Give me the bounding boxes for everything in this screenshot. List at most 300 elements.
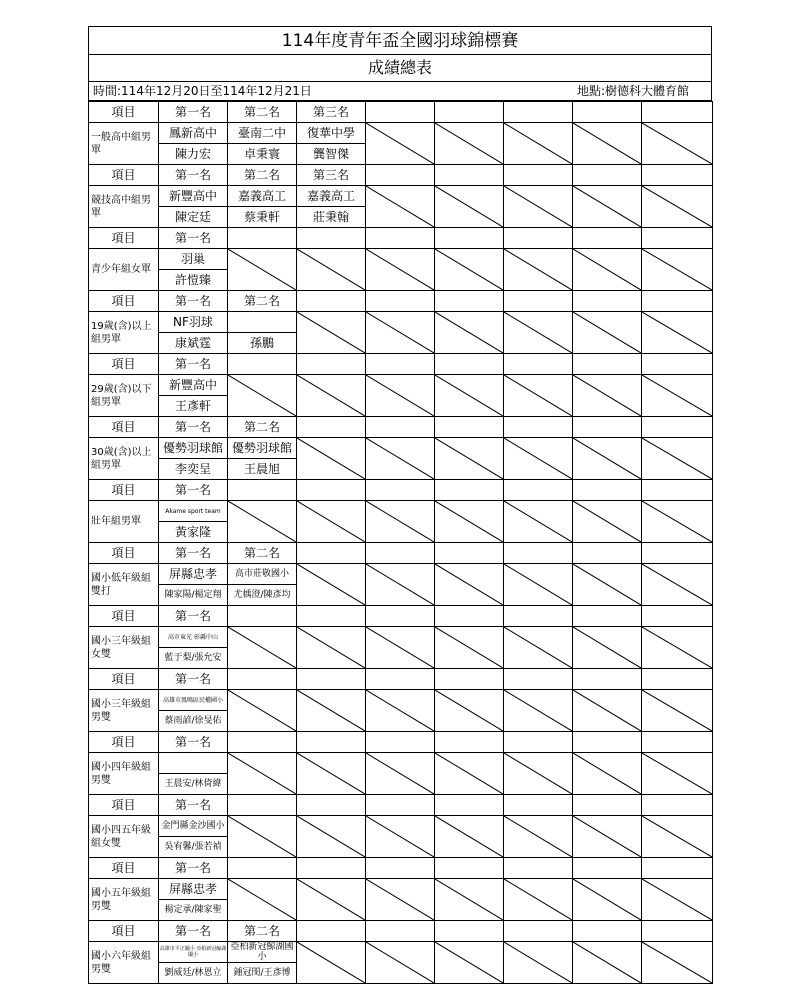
- empty-slashed-cell: [504, 690, 573, 732]
- empty-slashed-cell: [435, 627, 504, 669]
- empty-slashed-cell: [297, 501, 366, 543]
- empty-header-cell: [573, 291, 642, 312]
- empty-header-cell: [435, 921, 504, 942]
- empty-slashed-cell: [297, 942, 366, 984]
- event-header-row: [89, 228, 713, 249]
- empty-header-cell: [504, 606, 573, 627]
- empty-slashed-cell: [366, 879, 435, 921]
- rank-header-second: 第二名: [228, 102, 297, 123]
- diagonal-strike: [573, 186, 641, 227]
- empty-slashed-cell: [573, 312, 642, 354]
- empty-header-cell: [435, 858, 504, 879]
- winner-team: 高市東光 彰縣中山: [159, 627, 228, 648]
- empty-header-cell: [435, 228, 504, 249]
- diagonal-strike: [366, 312, 434, 353]
- empty-header-cell: [504, 732, 573, 753]
- empty-slashed-cell: [504, 438, 573, 480]
- winner-team: 高市莊敬國小: [228, 564, 297, 585]
- winner-team: 臺南二中: [228, 123, 297, 144]
- empty-header-cell: [573, 480, 642, 501]
- diagonal-strike: [297, 312, 365, 353]
- empty-slashed-cell: [573, 249, 642, 291]
- venue-text: 地點:樹德科大體育館: [576, 84, 689, 98]
- empty-slashed-cell: [573, 375, 642, 417]
- empty-slashed-cell: [504, 249, 573, 291]
- empty-header-cell: [642, 165, 713, 186]
- empty-header-cell: [642, 480, 713, 501]
- empty-header-cell: [573, 228, 642, 249]
- diagonal-strike: [504, 690, 572, 731]
- empty-slashed-cell: [435, 564, 504, 606]
- empty-slashed-cell: [573, 438, 642, 480]
- event-team-row: [89, 753, 713, 774]
- diagonal-strike: [573, 375, 641, 416]
- event-name: 壯年組男單: [89, 501, 159, 543]
- diagonal-strike: [504, 753, 572, 794]
- diagonal-strike: [642, 186, 712, 227]
- winner-player: 陳家陽/楊定翔: [159, 585, 228, 606]
- item-label: 項目: [89, 417, 159, 438]
- rank-header-first: 第一名: [159, 165, 228, 186]
- winner-player: 龔智傑: [297, 144, 366, 165]
- diagonal-strike: [435, 249, 503, 290]
- winner-team: 屏縣忠孝: [159, 879, 228, 900]
- event-team-row: [89, 501, 713, 522]
- empty-slashed-cell: [642, 879, 713, 921]
- empty-slashed-cell: [228, 879, 297, 921]
- empty-slashed-cell: [504, 942, 573, 984]
- winner-team: 羽巢: [159, 249, 228, 270]
- empty-header-cell: [642, 228, 713, 249]
- empty-slashed-cell: [297, 690, 366, 732]
- winner-player: 康斌霆: [159, 333, 228, 354]
- diagonal-strike: [228, 627, 296, 668]
- empty-header-cell: [573, 543, 642, 564]
- empty-header-cell: [504, 354, 573, 375]
- diagonal-strike: [642, 942, 712, 983]
- empty-header-cell: [504, 165, 573, 186]
- winner-player: 王晨安/林倚緯: [159, 774, 228, 795]
- diagonal-strike: [642, 879, 712, 920]
- results-table: [88, 101, 713, 984]
- empty-slashed-cell: [366, 690, 435, 732]
- diagonal-strike: [228, 375, 296, 416]
- empty-slashed-cell: [366, 627, 435, 669]
- diagonal-strike: [297, 816, 365, 857]
- empty-header-cell: [435, 165, 504, 186]
- event-team-row: [89, 627, 713, 648]
- event-name: 青少年組女單: [89, 249, 159, 291]
- diagonal-strike: [642, 690, 712, 731]
- empty-header-cell: [366, 543, 435, 564]
- empty-header-cell: [573, 165, 642, 186]
- empty-header-cell: [435, 354, 504, 375]
- winner-team: 高雄市鳳鳴區民權國小: [159, 690, 228, 711]
- empty-header-cell: [366, 354, 435, 375]
- empty-header-cell: [297, 921, 366, 942]
- empty-header-cell: [228, 228, 297, 249]
- diagonal-strike: [642, 375, 712, 416]
- rank-header-second: 第二名: [228, 543, 297, 564]
- winner-team: 復華中學: [297, 123, 366, 144]
- event-team-row: [89, 249, 713, 270]
- event-header-row: [89, 165, 713, 186]
- diagonal-strike: [573, 879, 641, 920]
- empty-header-cell: [435, 417, 504, 438]
- winner-team: 鳳新高中: [159, 123, 228, 144]
- rank-header-second: 第二名: [228, 165, 297, 186]
- winner-team: 優勢羽球館: [159, 438, 228, 459]
- empty-slashed-cell: [435, 123, 504, 165]
- diagonal-strike: [642, 249, 712, 290]
- winner-player: 陳力宏: [159, 144, 228, 165]
- empty-header-cell: [573, 669, 642, 690]
- rank-header-second: 第二名: [228, 417, 297, 438]
- empty-header-cell: [366, 606, 435, 627]
- diagonal-strike: [366, 564, 434, 605]
- empty-header-cell: [366, 228, 435, 249]
- item-label: 項目: [89, 543, 159, 564]
- diagonal-strike: [435, 375, 503, 416]
- diagonal-strike: [642, 627, 712, 668]
- diagonal-strike: [228, 501, 296, 542]
- empty-slashed-cell: [642, 438, 713, 480]
- empty-slashed-cell: [435, 816, 504, 858]
- diagonal-strike: [435, 438, 503, 479]
- diagonal-strike: [366, 879, 434, 920]
- empty-header-cell: [228, 858, 297, 879]
- event-header-row: [89, 921, 713, 942]
- empty-slashed-cell: [435, 186, 504, 228]
- winner-player: 孫鵬: [228, 333, 297, 354]
- empty-slashed-cell: [228, 375, 297, 417]
- empty-header-cell: [297, 228, 366, 249]
- empty-header-cell: [228, 732, 297, 753]
- diagonal-strike: [297, 627, 365, 668]
- diagonal-strike: [573, 816, 641, 857]
- empty-header-cell: [366, 417, 435, 438]
- diagonal-strike: [573, 123, 641, 164]
- empty-header-cell: [642, 606, 713, 627]
- event-team-row: [89, 690, 713, 711]
- rank-header-first: 第一名: [159, 291, 228, 312]
- diagonal-strike: [297, 564, 365, 605]
- diagonal-strike: [297, 249, 365, 290]
- diagonal-strike: [435, 312, 503, 353]
- empty-slashed-cell: [435, 375, 504, 417]
- item-label: 項目: [89, 291, 159, 312]
- diagonal-strike: [504, 438, 572, 479]
- empty-slashed-cell: [504, 753, 573, 795]
- diagonal-strike: [573, 690, 641, 731]
- empty-header-cell: [642, 354, 713, 375]
- winner-player: 李奕呈: [159, 459, 228, 480]
- empty-slashed-cell: [642, 564, 713, 606]
- winner-player: 蔡雨諺/徐旻佑: [159, 711, 228, 732]
- page-title: 114年度青年盃全國羽球錦標賽: [88, 26, 712, 55]
- rank-header-first: 第一名: [159, 606, 228, 627]
- empty-slashed-cell: [366, 942, 435, 984]
- event-name: 國小低年級組雙打: [89, 564, 159, 606]
- winner-team: 優勢羽球館: [228, 438, 297, 459]
- winner-player: 鍾冠閔/王彥博: [228, 963, 297, 984]
- winner-player: 尤楀澄/陳彥均: [228, 585, 297, 606]
- empty-slashed-cell: [366, 816, 435, 858]
- diagonal-strike: [228, 879, 296, 920]
- empty-header-cell: [366, 795, 435, 816]
- empty-slashed-cell: [297, 249, 366, 291]
- winner-player: 王彥軒: [159, 396, 228, 417]
- event-header-row: [89, 417, 713, 438]
- empty-header-cell: [297, 291, 366, 312]
- results-sheet: [88, 26, 712, 984]
- empty-slashed-cell: [297, 879, 366, 921]
- empty-header-cell: [228, 669, 297, 690]
- diagonal-strike: [366, 375, 434, 416]
- diagonal-strike: [228, 753, 296, 794]
- diagonal-strike: [504, 375, 572, 416]
- empty-slashed-cell: [573, 627, 642, 669]
- diagonal-strike: [297, 438, 365, 479]
- empty-slashed-cell: [504, 186, 573, 228]
- diagonal-strike: [297, 690, 365, 731]
- empty-header-cell: [366, 858, 435, 879]
- empty-slashed-cell: [228, 690, 297, 732]
- diagonal-strike: [642, 501, 712, 542]
- item-label: 項目: [89, 669, 159, 690]
- rank-header-third: 第三名: [297, 165, 366, 186]
- empty-header-cell: [573, 795, 642, 816]
- event-team-row: [89, 186, 713, 207]
- empty-slashed-cell: [573, 501, 642, 543]
- empty-slashed-cell: [435, 690, 504, 732]
- diagonal-strike: [228, 690, 296, 731]
- empty-header-cell: [573, 354, 642, 375]
- diagonal-strike: [366, 690, 434, 731]
- event-team-row: [89, 375, 713, 396]
- diagonal-strike: [366, 438, 434, 479]
- event-name: 國小五年級組男雙: [89, 879, 159, 921]
- diagonal-strike: [504, 123, 572, 164]
- empty-slashed-cell: [297, 753, 366, 795]
- rank-header-first: 第一名: [159, 858, 228, 879]
- event-name: 國小四五年級組女雙: [89, 816, 159, 858]
- empty-slashed-cell: [642, 753, 713, 795]
- empty-slashed-cell: [642, 816, 713, 858]
- empty-header-cell: [504, 543, 573, 564]
- empty-slashed-cell: [573, 123, 642, 165]
- diagonal-strike: [642, 123, 712, 164]
- item-label: 項目: [89, 480, 159, 501]
- empty-slashed-cell: [573, 753, 642, 795]
- empty-slashed-cell: [366, 123, 435, 165]
- empty-slashed-cell: [297, 564, 366, 606]
- empty-header-cell: [435, 795, 504, 816]
- item-label: 項目: [89, 732, 159, 753]
- rank-header-first: 第一名: [159, 795, 228, 816]
- empty-header-cell: [642, 795, 713, 816]
- diagonal-strike: [366, 942, 434, 983]
- empty-header-cell: [297, 669, 366, 690]
- diagonal-strike: [297, 753, 365, 794]
- empty-header-cell: [642, 102, 713, 123]
- winner-team: 亞柏新冠鯨湖國小: [228, 942, 297, 963]
- event-name: 國小六年級組男雙: [89, 942, 159, 984]
- item-label: 項目: [89, 921, 159, 942]
- event-team-row: [89, 438, 713, 459]
- empty-slashed-cell: [366, 564, 435, 606]
- diagonal-strike: [366, 249, 434, 290]
- rank-header-first: 第一名: [159, 480, 228, 501]
- winner-team: 嘉義高工: [228, 186, 297, 207]
- page-subtitle: 成績總表: [88, 55, 712, 82]
- diagonal-strike: [573, 501, 641, 542]
- item-label: 項目: [89, 606, 159, 627]
- event-header-row: [89, 102, 713, 123]
- meta-row: [88, 82, 712, 101]
- empty-slashed-cell: [228, 249, 297, 291]
- empty-header-cell: [642, 858, 713, 879]
- empty-slashed-cell: [435, 312, 504, 354]
- empty-header-cell: [642, 921, 713, 942]
- winner-team: 高雄市平正國小 亞柏新冠鯨湖國小: [159, 942, 228, 963]
- diagonal-strike: [504, 564, 572, 605]
- empty-header-cell: [366, 921, 435, 942]
- event-name: 30歲(含)以上組男單: [89, 438, 159, 480]
- item-label: 項目: [89, 795, 159, 816]
- winner-team: 屏縣忠孝: [159, 564, 228, 585]
- item-label: 項目: [89, 165, 159, 186]
- empty-header-cell: [504, 480, 573, 501]
- empty-header-cell: [435, 732, 504, 753]
- empty-slashed-cell: [435, 249, 504, 291]
- event-team-row: [89, 879, 713, 900]
- empty-header-cell: [573, 606, 642, 627]
- winner-team: 嘉義高工: [297, 186, 366, 207]
- winner-team: 新豐高中: [159, 186, 228, 207]
- empty-slashed-cell: [573, 186, 642, 228]
- empty-slashed-cell: [435, 501, 504, 543]
- winner-player: 許愷臻: [159, 270, 228, 291]
- empty-slashed-cell: [573, 564, 642, 606]
- empty-slashed-cell: [366, 249, 435, 291]
- diagonal-strike: [642, 564, 712, 605]
- empty-header-cell: [573, 858, 642, 879]
- empty-header-cell: [297, 795, 366, 816]
- diagonal-strike: [504, 816, 572, 857]
- diagonal-strike: [504, 186, 572, 227]
- empty-slashed-cell: [435, 879, 504, 921]
- empty-header-cell: [504, 669, 573, 690]
- event-team-row: [89, 123, 713, 144]
- empty-header-cell: [366, 291, 435, 312]
- empty-slashed-cell: [366, 438, 435, 480]
- winner-player: 卓秉寰: [228, 144, 297, 165]
- empty-slashed-cell: [435, 753, 504, 795]
- empty-slashed-cell: [504, 501, 573, 543]
- empty-slashed-cell: [504, 564, 573, 606]
- rank-header-first: 第一名: [159, 417, 228, 438]
- diagonal-strike: [435, 501, 503, 542]
- empty-header-cell: [366, 102, 435, 123]
- diagonal-strike: [642, 438, 712, 479]
- winner-team: [159, 753, 228, 774]
- empty-header-cell: [573, 921, 642, 942]
- empty-header-cell: [366, 480, 435, 501]
- empty-slashed-cell: [297, 438, 366, 480]
- event-header-row: [89, 543, 713, 564]
- diagonal-strike: [573, 564, 641, 605]
- diagonal-strike: [297, 375, 365, 416]
- empty-slashed-cell: [366, 375, 435, 417]
- empty-slashed-cell: [435, 438, 504, 480]
- diagonal-strike: [642, 312, 712, 353]
- empty-slashed-cell: [228, 627, 297, 669]
- event-header-row: [89, 669, 713, 690]
- diagonal-strike: [504, 312, 572, 353]
- empty-slashed-cell: [573, 816, 642, 858]
- empty-header-cell: [573, 417, 642, 438]
- winner-player: 王晨旭: [228, 459, 297, 480]
- event-header-row: [89, 858, 713, 879]
- winner-player: 吳宥馨/張若禎: [159, 837, 228, 858]
- item-label: 項目: [89, 858, 159, 879]
- diagonal-strike: [228, 816, 296, 857]
- empty-slashed-cell: [642, 627, 713, 669]
- diagonal-strike: [573, 753, 641, 794]
- diagonal-strike: [642, 753, 712, 794]
- empty-header-cell: [642, 732, 713, 753]
- empty-header-cell: [642, 417, 713, 438]
- rank-header-second: 第二名: [228, 291, 297, 312]
- winner-player: 陳定廷: [159, 207, 228, 228]
- empty-slashed-cell: [228, 816, 297, 858]
- empty-header-cell: [504, 795, 573, 816]
- empty-slashed-cell: [504, 123, 573, 165]
- event-team-row: [89, 816, 713, 837]
- diagonal-strike: [435, 564, 503, 605]
- empty-header-cell: [228, 354, 297, 375]
- empty-slashed-cell: [642, 312, 713, 354]
- empty-header-cell: [504, 858, 573, 879]
- event-team-row: [89, 942, 713, 963]
- diagonal-strike: [297, 942, 365, 983]
- rank-header-first: 第一名: [159, 228, 228, 249]
- empty-header-cell: [642, 291, 713, 312]
- empty-slashed-cell: [366, 753, 435, 795]
- diagonal-strike: [573, 312, 641, 353]
- empty-slashed-cell: [435, 942, 504, 984]
- diagonal-strike: [366, 753, 434, 794]
- empty-header-cell: [435, 480, 504, 501]
- empty-slashed-cell: [228, 501, 297, 543]
- event-name: 國小四年級組男雙: [89, 753, 159, 795]
- item-label: 項目: [89, 228, 159, 249]
- empty-header-cell: [297, 732, 366, 753]
- empty-slashed-cell: [573, 942, 642, 984]
- diagonal-strike: [504, 501, 572, 542]
- empty-header-cell: [297, 480, 366, 501]
- empty-slashed-cell: [366, 501, 435, 543]
- diagonal-strike: [573, 438, 641, 479]
- empty-slashed-cell: [504, 375, 573, 417]
- empty-slashed-cell: [642, 123, 713, 165]
- winner-team: [228, 312, 297, 333]
- empty-header-cell: [504, 417, 573, 438]
- empty-slashed-cell: [642, 690, 713, 732]
- diagonal-strike: [435, 627, 503, 668]
- winner-player: 楊定承/陳家聖: [159, 900, 228, 921]
